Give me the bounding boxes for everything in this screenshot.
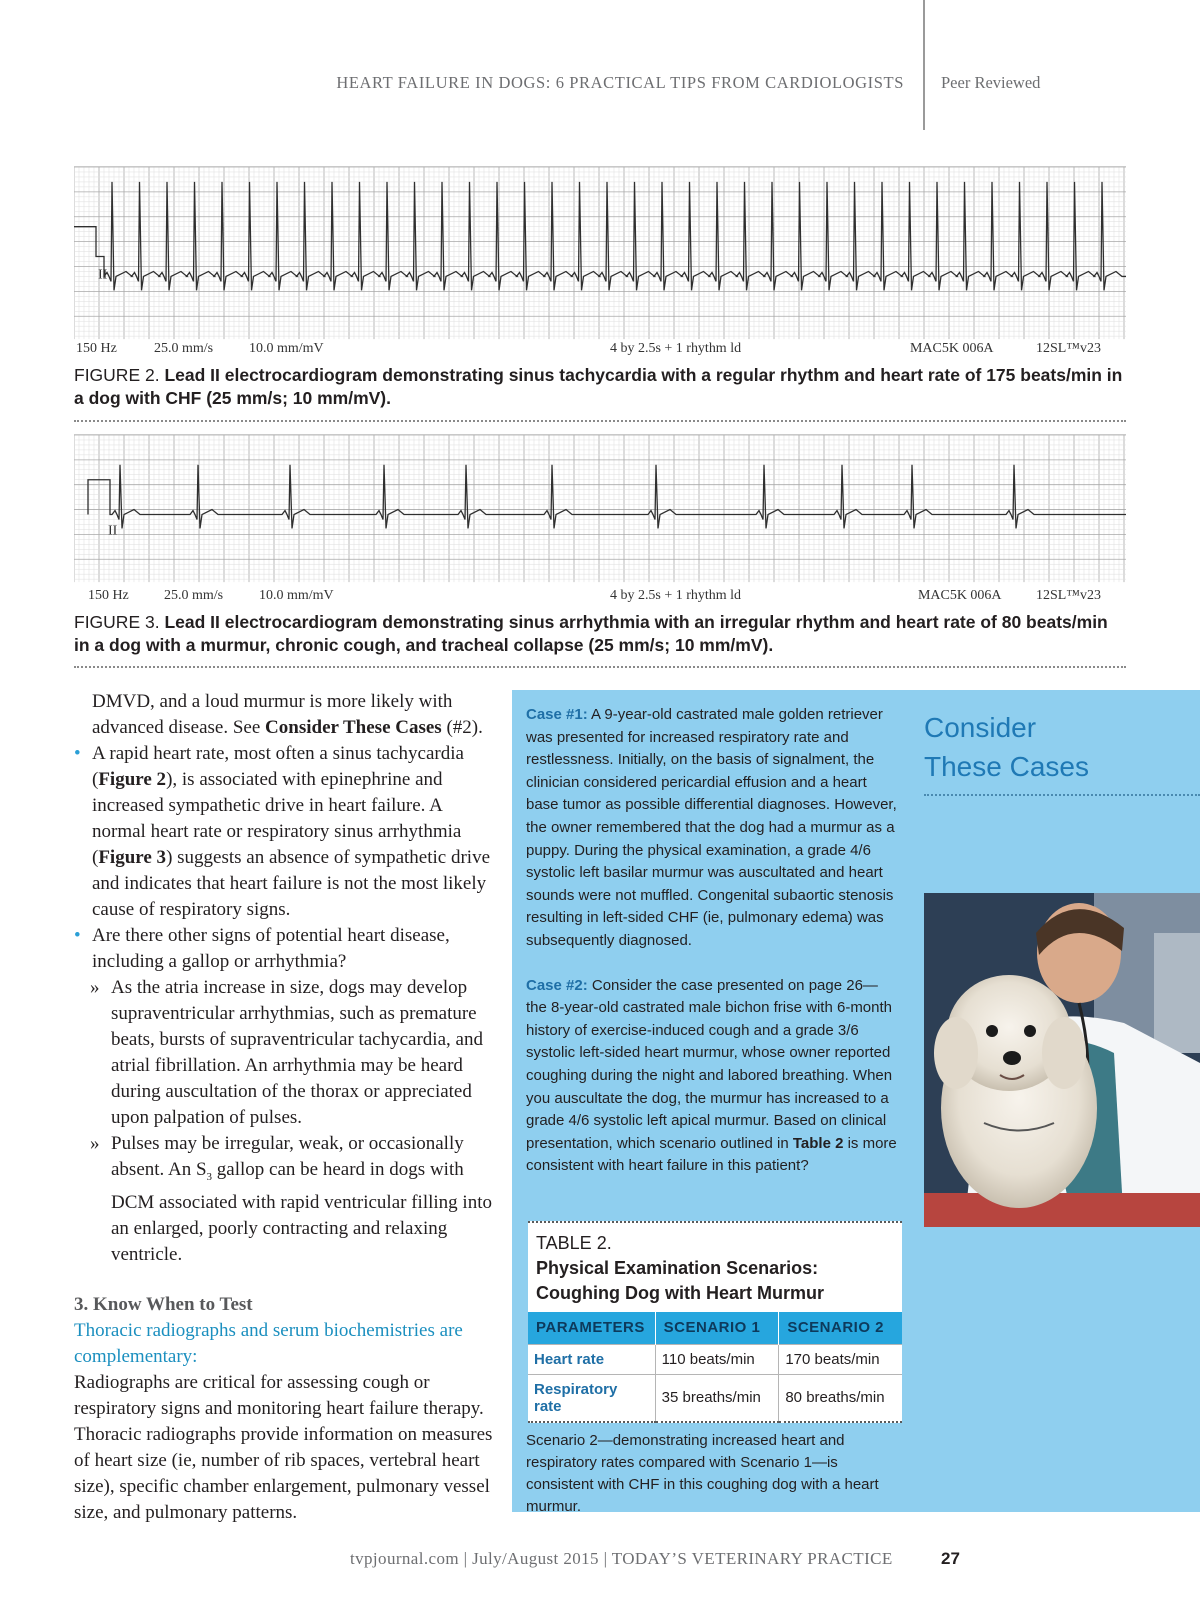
text-run: DMVD, and a loud murmur is more likely with advanced disease. See (92, 691, 453, 738)
ecg-waveform (88, 465, 1126, 529)
section-heading: 3. Know When to Test (74, 1293, 253, 1315)
figure-2-caption (74, 364, 1126, 410)
table-cell: 35 breaths/min (655, 1374, 779, 1422)
ecg-mode: 4 by 2.5s + 1 rhythm ld (610, 341, 742, 357)
case-1 (526, 704, 898, 953)
text-run: gallop can be heard in dogs with DCM associated with rapid ventricular filling into an enlarged, poorly contracting and relaxing ventricle. (111, 1159, 492, 1265)
ecg-lead-label: II (98, 267, 108, 283)
ecg-trace-arrhythmia (74, 435, 1126, 604)
ecg-grid (74, 167, 1126, 339)
footer-text: tvpjournal.com | July/August 2015 | TODAY’S VETERINARY PRACTICE (350, 1549, 893, 1568)
paragraph-radiographs: Radiographs are critical for assessing cough or respiratory signs and monitoring heart failure therapy. Thoracic radiographs provide information on measures of heart size (ie, number of rib spaces, vertebral heart size), specific chamber enlargement, pulmonary vessel size, and pulmonary patterns. (74, 1371, 493, 1523)
text-run: Pulses may be irregular, weak, or occasionally absent. An S (111, 1133, 464, 1180)
dotted-rule (924, 794, 1200, 796)
table-cell: 80 breaths/min (779, 1374, 902, 1422)
photo-illustration (924, 893, 1200, 1227)
ecg-device: MAC5K 006A (918, 588, 1002, 604)
figure-3-label: FIGURE 3. (74, 612, 160, 632)
table-cell: 110 beats/min (655, 1344, 779, 1374)
subbullet-arrhythmias: » As the atria increase in size, dogs may develop supraventricular arrhythmias, such as premature beats, bursts of supraventricular tachycardia, and atrial fibrillation. An arrhythmia may be heard during auscultation of the thorax or appreciated upon palpation of pulses. (74, 975, 494, 1131)
table-row (528, 1374, 902, 1422)
ecg-gain: 10.0 mm/mV (259, 588, 334, 604)
column-header: SCENARIO 1 (655, 1312, 779, 1344)
ecg-grid (74, 435, 1126, 582)
table-cell: Heart rate (528, 1344, 655, 1374)
table-cell: Respiratory rate (528, 1374, 655, 1422)
dotted-rule (74, 420, 1126, 422)
section-subheading: Thoracic radiographs and serum biochemistries are complementary: (74, 1319, 463, 1367)
ecg-hz: 150 Hz (88, 588, 129, 604)
ecg-trace-tachycardia (74, 167, 1126, 361)
figure-3-caption (74, 611, 1126, 657)
text-run: A rapid heart rate, most often a sinus tachycardia ( (92, 743, 464, 790)
cases-reference: Consider These Cases (265, 717, 442, 738)
sidebar-title-line: Consider (924, 712, 1037, 743)
scenario-table (528, 1312, 902, 1423)
column-header: SCENARIO 2 (779, 1312, 902, 1344)
section-label: Peer Reviewed (941, 73, 1041, 92)
veterinarian-dog-photo (924, 893, 1200, 1227)
case-text-box (526, 704, 898, 1200)
subscript: 3 (206, 1170, 213, 1183)
subbullet-pulses (74, 1131, 494, 1268)
case-1-label: Case #1: (526, 706, 588, 723)
ecg-mode: 4 by 2.5s + 1 rhythm ld (610, 588, 741, 604)
ecg-speed: 25.0 mm/s (164, 588, 224, 604)
ecg-hz: 150 Hz (76, 341, 117, 357)
table-2 (528, 1221, 902, 1423)
case-2 (526, 975, 898, 1178)
ecg-filter: 12SL™v23 (1036, 588, 1101, 604)
figure-3-caption-text: Lead II electrocardiogram demonstrating sinus arrhythmia with an irregular rhythm and heart rate of 80 beats/min in a dog with a murmur, chronic cough, and tracheal collapse (25 mm/s; 10 mm/mV). (74, 612, 1108, 655)
table-row (528, 1344, 902, 1374)
running-title: HEART FAILURE IN DOGS: 6 PRACTICAL TIPS FROM CARDIOLOGISTS (336, 73, 904, 92)
paragraph-dmvd (74, 689, 494, 741)
table-cell: 170 beats/min (779, 1344, 902, 1374)
ecg-gain: 10.0 mm/mV (249, 341, 324, 357)
table-label: TABLE 2. (536, 1233, 612, 1253)
figure-2-label: FIGURE 2. (74, 365, 160, 385)
ecg-filter: 12SL™v23 (1036, 341, 1102, 357)
figure-2-ecg-strip (74, 166, 1126, 361)
text-run: (#2). (441, 717, 483, 738)
figure-3-ecg-strip (74, 434, 1126, 604)
dotted-rule (74, 666, 1126, 668)
running-header (0, 66, 1200, 130)
page-number: 27 (941, 1549, 960, 1568)
ecg-lead-label: II (108, 523, 118, 539)
ecg-speed: 25.0 mm/s (154, 341, 214, 357)
bullet-heart-rate (74, 741, 494, 923)
figure-2-caption-text: Lead II electrocardiogram demonstrating sinus tachycardia with a regular rhythm and heart rate of 175 beats/min in a dog with CHF (25 mm/s; 10 mm/mV). (74, 365, 1123, 408)
sidebar-title-line: These Cases (924, 751, 1089, 782)
body-column (74, 689, 494, 1526)
case-2-label: Case #2: (526, 976, 588, 994)
table-note: Scenario 2—demonstrating increased heart and respiratory rates compared with Scenario 1—is consistent with CHF in this coughing dog with a heart murmur. (526, 1432, 879, 1515)
figure-3-reference: Figure 3 (98, 847, 167, 868)
text-run: ), is associated with epinephrine and increased sympathetic drive in heart failure. A normal heart rate or respiratory sinus arrhythmia ( (92, 769, 462, 868)
header-divider (923, 0, 925, 130)
case-2-text: Consider the case presented on page 26—the 8-year-old castrated male bichon frise with 6-month history of exercise-induced cough and a grade 3/6 systolic left-sided heart murmur, whose owner reported coughing during the night and labored breathing. When you auscultate the dog, the murmur has increased to a grade 4/6 systolic left apical murmur. Based on clinical presentation, which scenario outlined in (526, 976, 893, 1152)
column-header: PARAMETERS (528, 1312, 655, 1344)
case-2-text: is more consistent with heart failure in this patient? (526, 1134, 897, 1175)
case-1-text: A 9-year-old castrated male golden retriever was presented for increased respiratory rate and restlessness. Initially, on the basis of signalment, the clinician considered pericardial effusion and a heart base tumor as possible differential diagnoses. However, the owner remembered that the dog had a murmur as a puppy. During the physical examination, a grade 4/6 systolic left basilar murmur was auscultated and heart sounds were not muffled. Congenital subaortic stenosis resulting in left-sided CHF (ie, pulmonary edema) was subsequently diagnosed. (526, 706, 897, 949)
ecg-device: MAC5K 006A (910, 341, 994, 357)
table-title: Physical Examination Scenarios: Coughing Dog with Heart Murmur (536, 1258, 824, 1303)
table-header-row (528, 1312, 902, 1344)
ecg-waveform (74, 182, 1126, 290)
table-2-reference: Table 2 (792, 1134, 844, 1152)
figure-2-reference: Figure 2 (98, 769, 167, 790)
sidebar-title (924, 708, 1089, 786)
text-run: ) suggests an absence of sympathetic drive and indicates that heart failure is not the most likely cause of respiratory signs. (92, 847, 491, 920)
bullet-other-signs: • Are there other signs of potential heart disease, including a gallop or arrhythmia? (74, 923, 494, 975)
table-caption (528, 1223, 902, 1312)
